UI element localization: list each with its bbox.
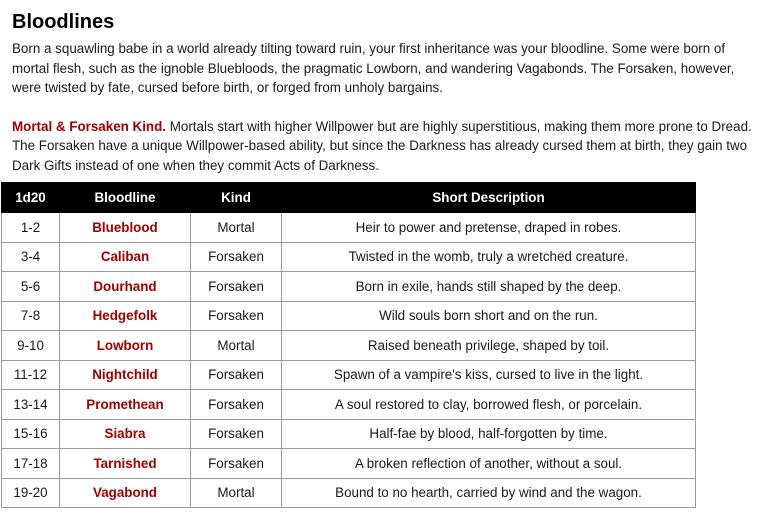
kind-cell: Mortal (191, 331, 282, 361)
bloodline-cell: Tarnished (60, 449, 191, 479)
bloodline-cell: Blueblood (60, 213, 191, 243)
roll-cell: 7-8 (2, 301, 60, 331)
kind-cell: Forsaken (191, 419, 282, 449)
description-cell: Bound to no hearth, carried by wind and the wagon. (282, 478, 696, 508)
table-row (2, 301, 696, 331)
description-cell: A soul restored to clay, borrowed flesh, or porcelain. (282, 390, 696, 420)
kind-text: Mortals start with higher Willpower but are highly superstitious, making them more prone to Dread. The Forsaken have a unique Willpower-based ability, but since the Darkness has already cursed them at birth, they gain two Dark Gifts instead of one when they commit Acts of Darkness. (12, 118, 752, 173)
table-row (2, 272, 696, 302)
bloodline-cell: Hedgefolk (60, 301, 191, 331)
intro-paragraph: Born a squawling babe in a world already tilting toward ruin, your first inheritance was your bloodline. Some were born of mortal flesh, such as the ignoble Bluebloods, the pragmatic Lowborn, and wandering Vagabonds. The Forsaken, however, were twisted by fate, cursed before birth, or forged from unholy bargains. (12, 41, 735, 96)
kind-cell: Mortal (191, 213, 282, 243)
table-row (2, 449, 696, 479)
bloodline-cell: Siabra (60, 419, 191, 449)
roll-cell: 13-14 (2, 390, 60, 420)
bloodline-cell: Promethean (60, 390, 191, 420)
table-row (2, 390, 696, 420)
document-page (12, 10, 764, 176)
header-roll: 1d20 (2, 183, 60, 213)
description-cell: Born in exile, hands still shaped by the deep. (282, 272, 696, 302)
table-header-row (2, 183, 696, 213)
kind-cell: Forsaken (191, 301, 282, 331)
description-cell: Raised beneath privilege, shaped by toil. (282, 331, 696, 361)
description-cell: Heir to power and pretense, draped in robes. (282, 213, 696, 243)
description-cell: A broken reflection of another, without a soul. (282, 449, 696, 479)
header-description: Short Description (282, 183, 696, 213)
description-cell: Wild souls born short and on the run. (282, 301, 696, 331)
kind-cell: Forsaken (191, 272, 282, 302)
roll-cell: 3-4 (2, 242, 60, 272)
bloodline-table (1, 182, 696, 508)
roll-cell: 1-2 (2, 213, 60, 243)
bloodline-cell: Caliban (60, 242, 191, 272)
table-row (2, 419, 696, 449)
kind-cell: Forsaken (191, 242, 282, 272)
kind-cell: Forsaken (191, 449, 282, 479)
roll-cell: 11-12 (2, 360, 60, 390)
kind-cell: Forsaken (191, 360, 282, 390)
kind-cell: Forsaken (191, 390, 282, 420)
header-bloodline: Bloodline (60, 183, 191, 213)
roll-cell: 9-10 (2, 331, 60, 361)
description-cell: Twisted in the womb, truly a wretched creature. (282, 242, 696, 272)
bloodline-cell: Vagabond (60, 478, 191, 508)
roll-cell: 15-16 (2, 419, 60, 449)
bloodline-cell: Lowborn (60, 331, 191, 361)
bloodline-cell: Nightchild (60, 360, 191, 390)
table-row (2, 331, 696, 361)
description-cell: Half-fae by blood, half-forgotten by time. (282, 419, 696, 449)
roll-cell: 19-20 (2, 478, 60, 508)
table-row (2, 213, 696, 243)
description-cell: Spawn of a vampire's kiss, cursed to live in the light. (282, 360, 696, 390)
table-row (2, 242, 696, 272)
roll-cell: 17-18 (2, 449, 60, 479)
table-row (2, 478, 696, 508)
header-kind: Kind (191, 183, 282, 213)
bloodline-cell: Dourhand (60, 272, 191, 302)
roll-cell: 5-6 (2, 272, 60, 302)
table-row (2, 360, 696, 390)
kind-cell: Mortal (191, 478, 282, 508)
kind-paragraph (12, 117, 764, 176)
page-title: Bloodlines (12, 11, 115, 33)
kind-heading: Mortal & Forsaken Kind. (12, 118, 167, 134)
